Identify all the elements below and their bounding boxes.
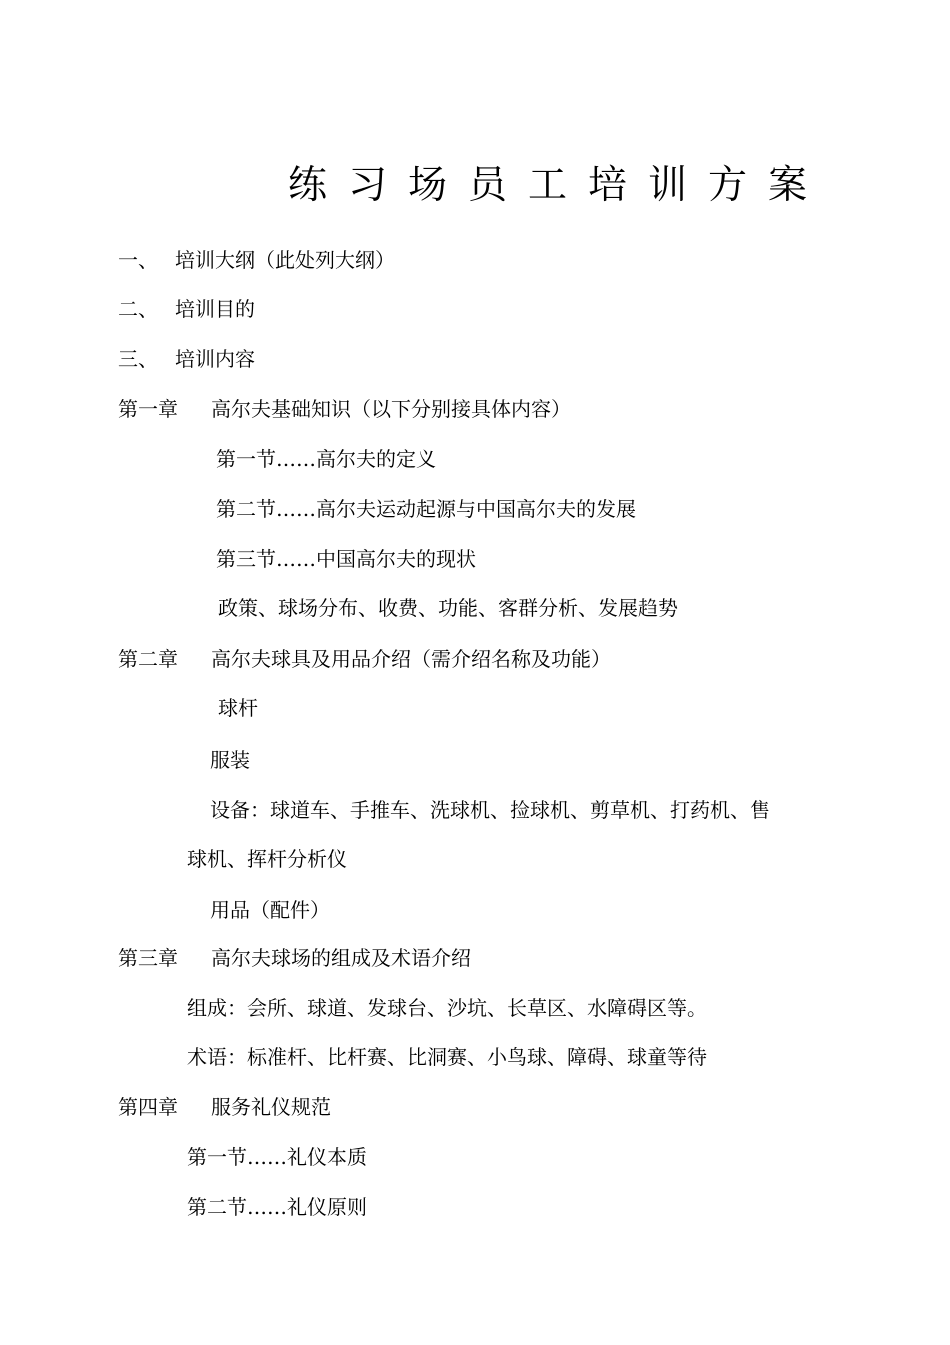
chapter-1-item: 第三节……中国高尔夫的现状 bbox=[216, 547, 476, 571]
document-title: 练习场员工培训方案 bbox=[288, 163, 829, 208]
section-1-number: 一、 bbox=[118, 248, 158, 272]
chapter-4-label: 第四章 bbox=[118, 1095, 178, 1119]
section-1-text: 培训大纲（此处列大纲） bbox=[175, 248, 395, 272]
chapter-2-title: 高尔夫球具及用品介绍（需介绍名称及功能） bbox=[211, 647, 611, 671]
chapter-4-item: 第二节……礼仪原则 bbox=[187, 1195, 367, 1219]
chapter-2-item-supplies: 用品（配件） bbox=[210, 898, 330, 922]
chapter-3-title: 高尔夫球场的组成及术语介绍 bbox=[211, 946, 471, 970]
chapter-1-item: 第二节……高尔夫运动起源与中国高尔夫的发展 bbox=[216, 497, 636, 521]
chapter-4-title: 服务礼仪规范 bbox=[211, 1095, 331, 1119]
chapter-2-item-apparel: 服装 bbox=[210, 748, 250, 772]
chapter-4-item: 第一节……礼仪本质 bbox=[187, 1145, 367, 1169]
section-3 bbox=[118, 345, 255, 373]
chapter-2-label: 第二章 bbox=[118, 647, 178, 671]
chapter-2-item-clubs: 球杆 bbox=[218, 696, 258, 720]
chapter-1-item: 第一节……高尔夫的定义 bbox=[216, 447, 436, 471]
section-1 bbox=[118, 246, 395, 274]
chapter-4-heading bbox=[118, 1093, 331, 1121]
chapter-1-item: 政策、球场分布、收费、功能、客群分析、发展趋势 bbox=[218, 596, 678, 620]
chapter-2-heading bbox=[118, 645, 611, 673]
chapter-3-item: 术语：标准杆、比杆赛、比洞赛、小鸟球、障碍、球童等待 bbox=[187, 1045, 707, 1069]
chapter-2-item-equipment-line1: 设备：球道车、手推车、洗球机、捡球机、剪草机、打药机、售 bbox=[210, 798, 770, 822]
chapter-2-item-equipment-line2: 球机、挥杆分析仪 bbox=[187, 847, 347, 871]
section-3-text: 培训内容 bbox=[175, 347, 255, 371]
chapter-3-label: 第三章 bbox=[118, 946, 178, 970]
chapter-3-heading bbox=[118, 944, 471, 972]
chapter-1-title: 高尔夫基础知识（以下分别接具体内容） bbox=[211, 397, 571, 421]
chapter-3-item: 组成：会所、球道、发球台、沙坑、长草区、水障碍区等。 bbox=[187, 996, 707, 1020]
section-2 bbox=[118, 295, 255, 323]
section-3-number: 三、 bbox=[118, 347, 158, 371]
chapter-1-label: 第一章 bbox=[118, 397, 178, 421]
section-2-number: 二、 bbox=[118, 297, 158, 321]
section-2-text: 培训目的 bbox=[175, 297, 255, 321]
chapter-1-heading bbox=[118, 395, 571, 423]
